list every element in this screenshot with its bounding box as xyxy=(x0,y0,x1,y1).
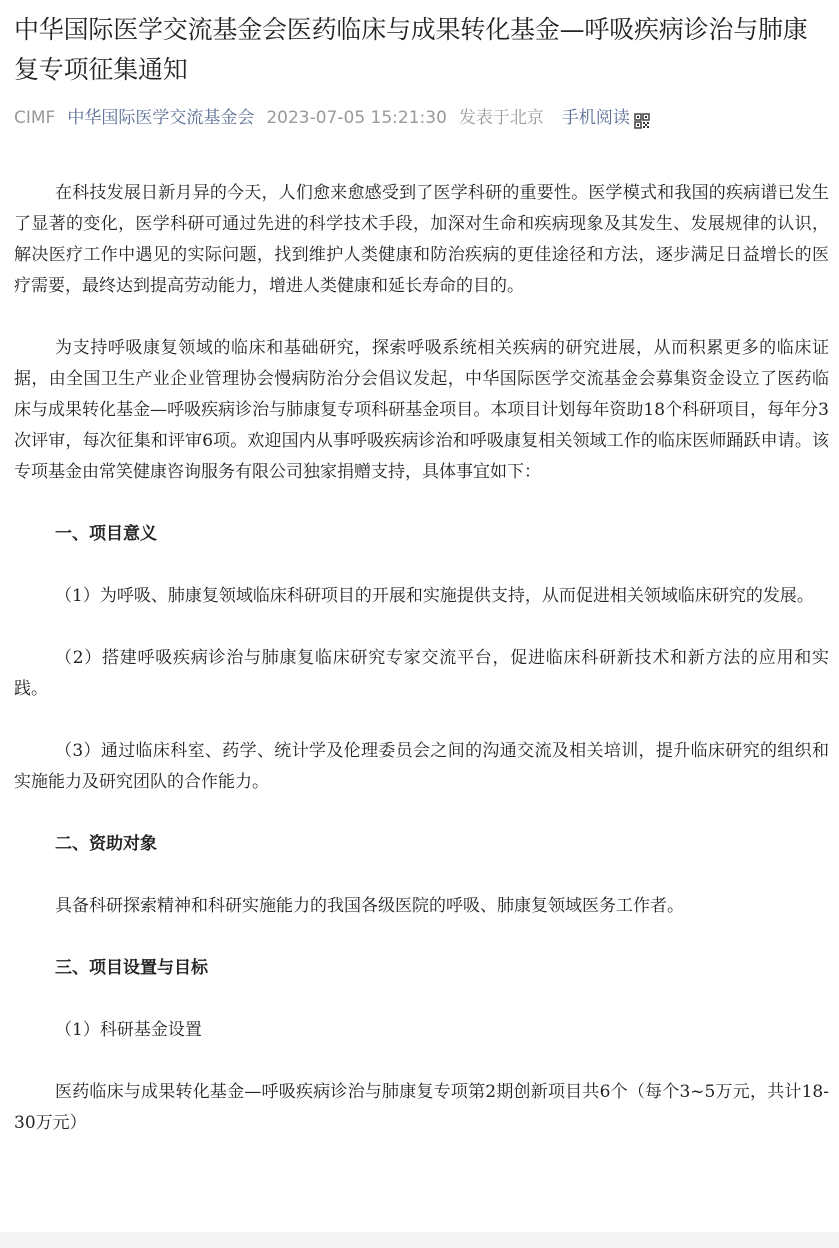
section1-item-3: （3）通过临床科室、药学、统计学及伦理委员会之间的沟通交流及相关培训，提升临床研究的组织和实施能力及研究团队的合作能力。 xyxy=(14,741,829,792)
article-meta xyxy=(14,104,650,132)
paragraph-intro-2: 为支持呼吸康复领域的临床和基础研究，探索呼吸系统相关疾病的研究进展，从而积累更多的临床证据，由全国卫生产业企业管理协会慢病防治分会倡议发起，中华国际医学交流基金会募集资金设立了医药临床与成果转化基金—呼吸疾病诊治与肺康复专项科研基金项目。本项目计划每年资助18个科研项目，每年分3次评审，每次征集和评审6项。欢迎国内从事呼吸疾病诊治和呼吸康复相关领域工作的临床医师踊跃申请。该专项基金由常笑健康咨询服务有限公司独家捐赠支持，具体事宜如下： xyxy=(14,338,829,482)
section1-item-2: （2）搭建呼吸疾病诊治与肺康复临床研究专家交流平台，促进临床科研新技术和新方法的应用和实践。 xyxy=(14,648,829,699)
article-title: 中华国际医学交流基金会医药临床与成果转化基金—呼吸疾病诊治与肺康复专项征集通知 xyxy=(14,15,808,84)
mobile-read-link[interactable]: 手机阅读 xyxy=(561,108,630,128)
publisher-link[interactable]: 中华国际医学交流基金会 xyxy=(67,108,255,128)
qr-code-icon-graphic xyxy=(634,113,650,129)
meta-source: CIMF xyxy=(14,108,56,128)
section1-item-1: （1）为呼吸、肺康复领域临床科研项目的开展和实施提供支持，从而促进相关领域临床研究的发展。 xyxy=(55,586,814,606)
section-heading-1: 一、项目意义 xyxy=(55,524,157,544)
bottom-overlay xyxy=(0,1232,839,1248)
section3-text: 医药临床与成果转化基金—呼吸疾病诊治与肺康复专项第2期创新项目共6个（每个3~5万元，共计18-30万元） xyxy=(14,1082,829,1133)
article-body xyxy=(14,178,829,1170)
section-heading-3: 三、项目设置与目标 xyxy=(55,958,208,978)
publish-time: 2023-07-05 15:21:30 xyxy=(266,108,447,128)
qr-code-icon[interactable] xyxy=(634,110,650,126)
section-heading-2: 二、资助对象 xyxy=(55,834,157,854)
publish-location: 发表于北京 xyxy=(458,108,544,128)
paragraph-intro-1: 在科技发展日新月异的今天，人们愈来愈感受到了医学科研的重要性。医学模式和我国的疾病谱已发生了显著的变化，医学科研可通过先进的科学技术手段，加深对生命和疾病现象及其发生、发展规律的认识，解决医疗工作中遇见的实际问题，找到维护人类健康和防治疾病的更佳途径和方法，逐步满足日益增长的医疗需要，最终达到提高劳动能力，增进人类健康和延长寿命的目的。 xyxy=(14,183,829,296)
section3-sub-1: （1）科研基金设置 xyxy=(55,1020,202,1040)
section2-text: 具备科研探索精神和科研实施能力的我国各级医院的呼吸、肺康复领域医务工作者。 xyxy=(55,896,684,916)
